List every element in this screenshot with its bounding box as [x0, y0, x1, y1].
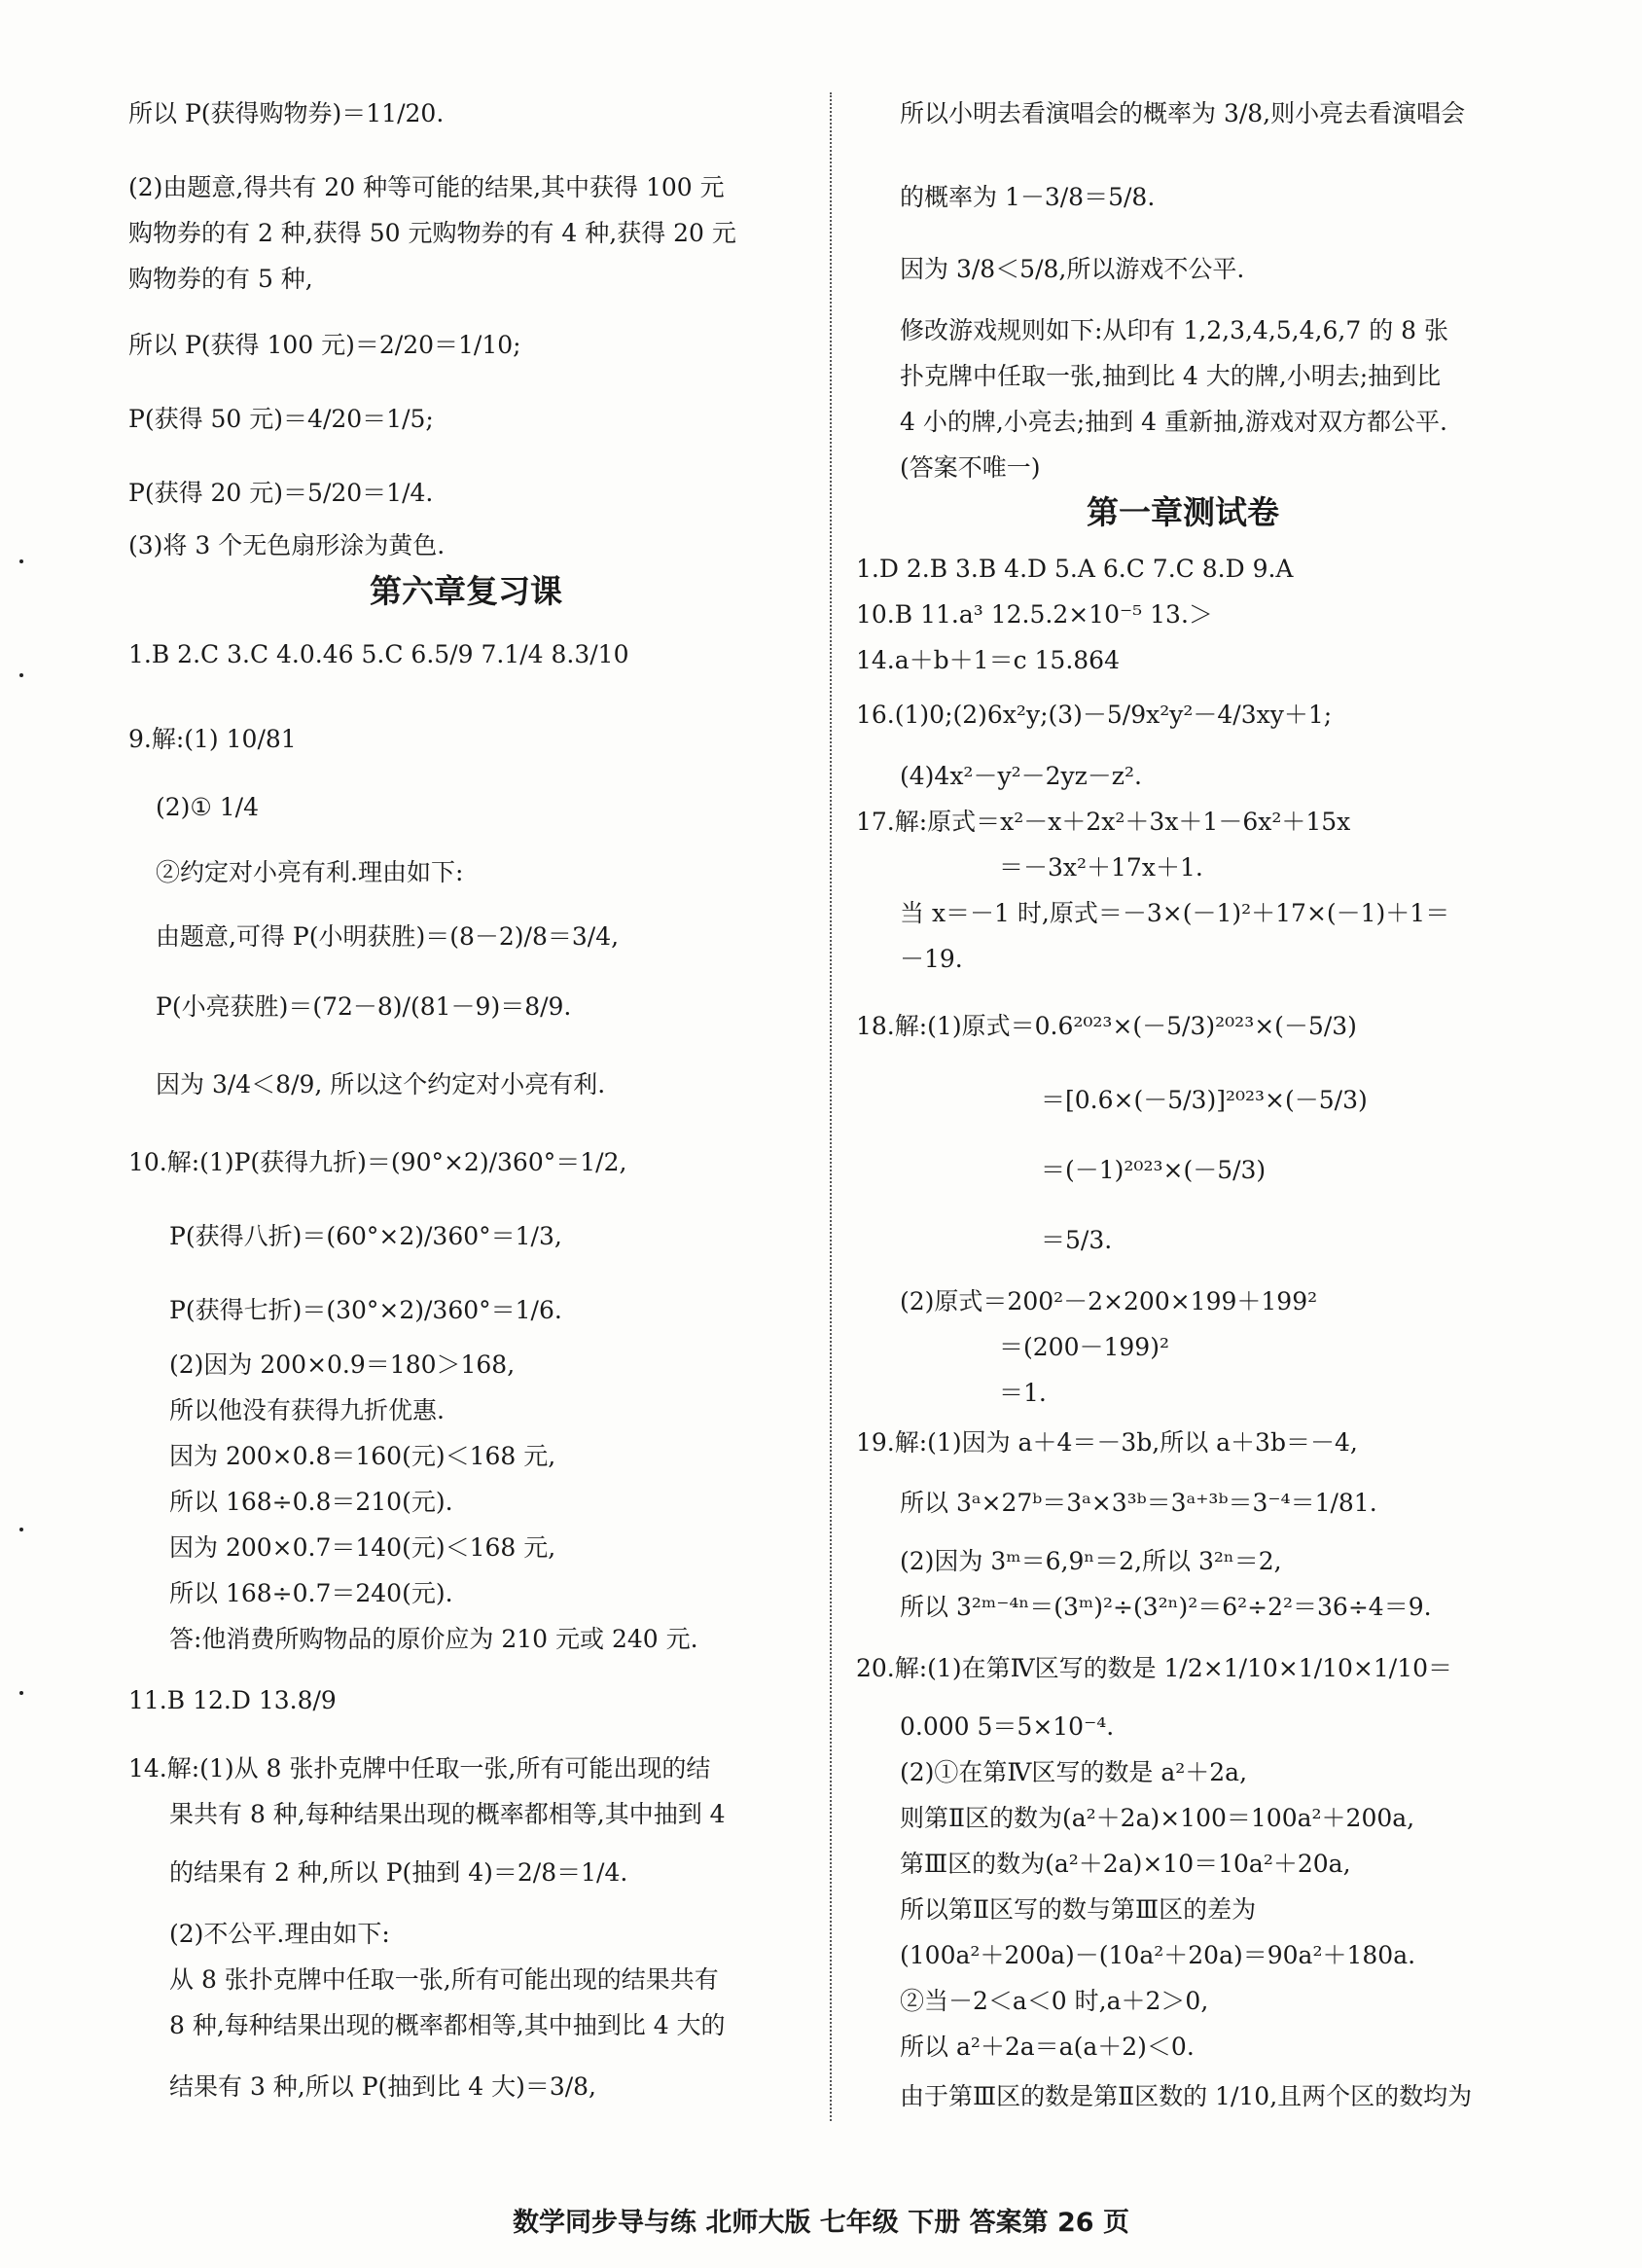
text-line: (答案不唯一)	[900, 453, 1041, 482]
text-line: ＝1.	[999, 1379, 1047, 1407]
text-line: P(获得 20 元)＝5/20＝1/4.	[128, 479, 434, 507]
text-line: ＝5/3.	[1041, 1226, 1113, 1254]
text-line: －19.	[900, 945, 963, 973]
text-line: 所以小明去看演唱会的概率为 3/8,则小亮去看演唱会	[900, 99, 1466, 127]
text-line: 所以第Ⅱ区写的数与第Ⅲ区的差为	[900, 1895, 1257, 1924]
scan-mark	[19, 1691, 23, 1695]
text-line: 答:他消费所购物品的原价应为 210 元或 240 元.	[169, 1625, 698, 1653]
text-line: 因为 3/4＜8/9, 所以这个约定对小亮有利.	[156, 1070, 606, 1098]
text-line: 第Ⅲ区的数为(a²＋2a)×10＝10a²＋20a,	[900, 1850, 1351, 1878]
text-line: (2)① 1/4	[156, 793, 260, 821]
text-line: 所以 a²＋2a＝a(a＋2)＜0.	[900, 2033, 1195, 2061]
text-line: 则第Ⅱ区的数为(a²＋2a)×100＝100a²＋200a,	[900, 1804, 1415, 1832]
text-line: (2)因为 200×0.9＝180＞168,	[169, 1350, 516, 1379]
text-line: ＝(－1)²⁰²³×(－5/3)	[1041, 1156, 1267, 1184]
text-line: 果共有 8 种,每种结果出现的概率都相等,其中抽到 4	[169, 1800, 726, 1828]
text-line: 16.(1)0;(2)6x²y;(3)－5/9x²y²－4/3xy＋1;	[856, 701, 1333, 729]
text-line: 所以 P(获得购物券)＝11/20.	[128, 99, 445, 127]
text-line: ＝[0.6×(－5/3)]²⁰²³×(－5/3)	[1041, 1086, 1368, 1114]
scan-mark	[19, 1528, 23, 1531]
column-divider	[830, 92, 834, 2121]
text-line: ＝(200－199)²	[999, 1333, 1169, 1361]
text-line: 所以他没有获得九折优惠.	[169, 1396, 445, 1424]
text-line: 由题意,可得 P(小明获胜)＝(8－2)/8＝3/4,	[156, 922, 620, 951]
text-line: 0.000 5＝5×10⁻⁴.	[900, 1712, 1115, 1741]
text-line: 的结果有 2 种,所以 P(抽到 4)＝2/8＝1/4.	[169, 1858, 628, 1887]
text-line: P(获得八折)＝(60°×2)/360°＝1/3,	[169, 1222, 562, 1250]
text-line: 4 小的牌,小亮去;抽到 4 重新抽,游戏对双方都公平.	[900, 408, 1447, 436]
text-line: (2)不公平.理由如下:	[169, 1920, 390, 1948]
text-line: P(获得 50 元)＝4/20＝1/5;	[128, 405, 434, 433]
text-line: 当 x＝－1 时,原式＝－3×(－1)²＋17×(－1)＋1＝	[900, 899, 1450, 927]
text-line: 所以 168÷0.8＝210(元).	[169, 1488, 453, 1516]
text-line: 因为 200×0.7＝140(元)＜168 元,	[169, 1533, 556, 1562]
scan-mark	[19, 673, 23, 677]
text-line: 10.B 11.a³ 12.5.2×10⁻⁵ 13.＞	[856, 600, 1213, 629]
text-line: (100a²＋200a)－(10a²＋20a)＝90a²＋180a.	[900, 1941, 1416, 1969]
text-line: (3)将 3 个无色扇形涂为黄色.	[128, 531, 446, 559]
text-line: 所以 168÷0.7＝240(元).	[169, 1579, 453, 1607]
section-heading-chapter6-review: 第六章复习课	[370, 572, 562, 610]
text-line: 19.解:(1)因为 a＋4＝－3b,所以 a＋3b＝－4,	[856, 1428, 1358, 1457]
page-footer: 数学同步导与练 北师大版 七年级 下册 答案第 26 页	[513, 2208, 1129, 2238]
scan-mark	[19, 559, 23, 563]
text-line: 20.解:(1)在第Ⅳ区写的数是 1/2×1/10×1/10×1/10＝	[856, 1654, 1453, 1682]
text-line: (2)因为 3ᵐ＝6,9ⁿ＝2,所以 3²ⁿ＝2,	[900, 1547, 1282, 1575]
text-line: P(小亮获胜)＝(72－8)/(81－9)＝8/9.	[156, 992, 572, 1021]
text-line: 所以 3²ᵐ⁻⁴ⁿ＝(3ᵐ)²÷(3²ⁿ)²＝6²÷2²＝36÷4＝9.	[900, 1593, 1432, 1621]
text-line: 17.解:原式＝x²－x＋2x²＋3x＋1－6x²＋15x	[856, 808, 1351, 836]
text-line: ②当－2＜a＜0 时,a＋2＞0,	[900, 1987, 1209, 2015]
text-line: 1.B 2.C 3.C 4.0.46 5.C 6.5/9 7.1/4 8.3/10	[128, 640, 629, 668]
text-line: (2)原式＝200²－2×200×199＋199²	[900, 1287, 1318, 1315]
text-line: 1.D 2.B 3.B 4.D 5.A 6.C 7.C 8.D 9.A	[856, 555, 1294, 583]
text-line: (4)4x²－y²－2yz－z².	[900, 762, 1142, 790]
text-line: 结果有 3 种,所以 P(抽到比 4 大)＝3/8,	[169, 2072, 597, 2101]
text-line: 18.解:(1)原式＝0.6²⁰²³×(－5/3)²⁰²³×(－5/3)	[856, 1012, 1357, 1040]
text-line: ②约定对小亮有利.理由如下:	[156, 858, 464, 886]
section-heading-chapter1-test: 第一章测试卷	[1087, 493, 1279, 531]
text-line: 11.B 12.D 13.8/9	[128, 1686, 337, 1714]
text-line: 从 8 张扑克牌中任取一张,所有可能出现的结果共有	[169, 1965, 719, 1994]
text-line: 购物券的有 2 种,获得 50 元购物券的有 4 种,获得 20 元	[128, 219, 736, 247]
text-line: 因为 3/8＜5/8,所以游戏不公平.	[900, 255, 1245, 283]
text-line: P(获得七折)＝(30°×2)/360°＝1/6.	[169, 1296, 562, 1324]
text-line: 由于第Ⅲ区的数是第Ⅱ区数的 1/10,且两个区的数均为	[900, 2082, 1473, 2110]
text-line: 14.a＋b＋1＝c 15.864	[856, 646, 1120, 674]
text-line: 扑克牌中任取一张,抽到比 4 大的牌,小明去;抽到比	[900, 362, 1442, 390]
text-line: 所以 P(获得 100 元)＝2/20＝1/10;	[128, 331, 521, 359]
text-line: ＝－3x²＋17x＋1.	[999, 853, 1203, 882]
text-line: 所以 3ᵃ×27ᵇ＝3ᵃ×3³ᵇ＝3ᵃ⁺³ᵇ＝3⁻⁴＝1/81.	[900, 1489, 1377, 1517]
text-line: 因为 200×0.8＝160(元)＜168 元,	[169, 1442, 556, 1470]
text-line: 购物券的有 5 种,	[128, 265, 313, 293]
text-line: 的概率为 1－3/8＝5/8.	[900, 183, 1156, 211]
text-line: 8 种,每种结果出现的概率都相等,其中抽到比 4 大的	[169, 2011, 726, 2039]
text-line: (2)①在第Ⅳ区写的数是 a²＋2a,	[900, 1758, 1248, 1786]
text-line: 14.解:(1)从 8 张扑克牌中任取一张,所有可能出现的结	[128, 1754, 711, 1782]
text-line: 9.解:(1) 10/81	[128, 725, 297, 753]
text-line: 10.解:(1)P(获得九折)＝(90°×2)/360°＝1/2,	[128, 1148, 627, 1176]
text-line: (2)由题意,得共有 20 种等可能的结果,其中获得 100 元	[128, 173, 725, 201]
text-line: 修改游戏规则如下:从印有 1,2,3,4,5,4,6,7 的 8 张	[900, 316, 1448, 344]
